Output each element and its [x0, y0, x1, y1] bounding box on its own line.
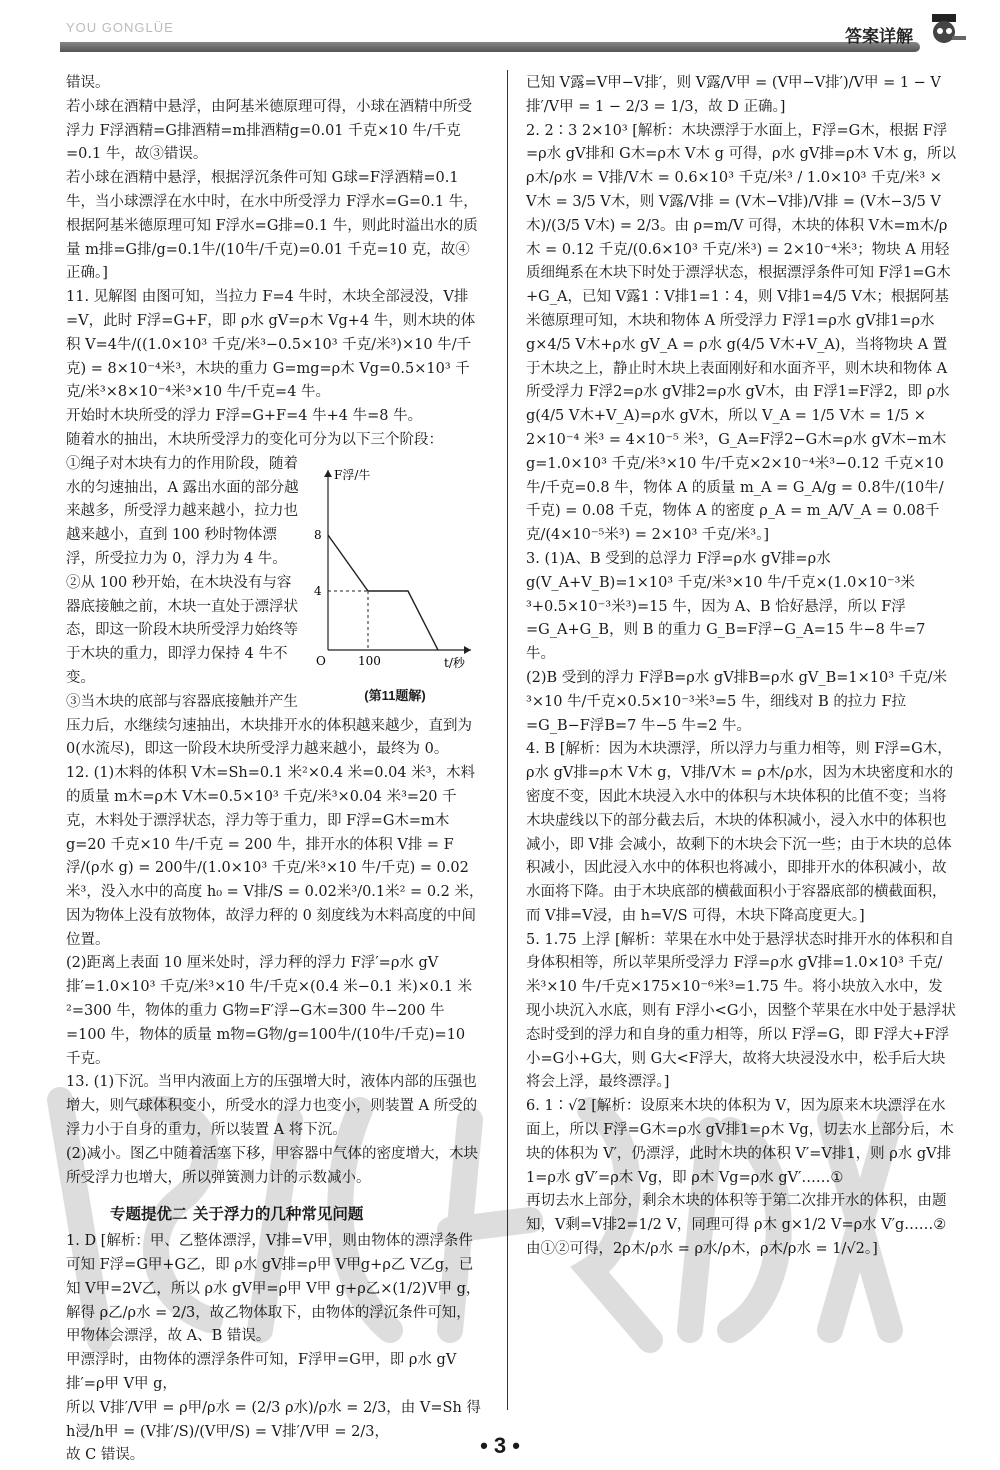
paragraph: 由①②可得，2ρ木/ρ水 = ρ水/ρ木，ρ木/ρ水 = 1/√2。]	[526, 1241, 878, 1258]
watermark-logo	[30, 1040, 930, 1380]
page-number: • 3 •	[480, 1433, 520, 1458]
paragraph: 再切去水上部分，剩余木块的体积等于第二次排开水的体积，由题知，V剩=V排2=1/2 V，同理可得 ρ木 g×1/2 V=ρ水 V′g……②	[526, 1193, 947, 1234]
problem-13: 13. (1)下沉。当甲内液面上方的压强增大时，液体内部的压强也增大，则气球体积变小，所受水的浮力也变小，则装置 A 所受的浮力小于自身的重力，所以装置 A 将下沉。	[66, 1074, 478, 1139]
header-bar	[60, 42, 920, 52]
buoyancy-line	[328, 535, 438, 650]
paragraph: ③当木块的底部与容器底接触并产生压力后，水继续匀速抽出，木块排开水的体积越来越少，直到为 0(水流尽)，即这一阶段木块所受浮力越来越小，最终为 0。	[66, 693, 472, 758]
problem-5: 5. 1.75 上浮 [解析：苹果在水中处于悬浮状态时排开水的体积和自身体积相等，所以苹果所受浮力 F浮=ρ水 gV排=1.0×10³ 千克/米³×10 牛/千克×175×10⁻⁶米³=1.75 牛。将小块放入水中，发现小块沉入水底，则有 F浮小<G小，因整个苹果在水中处于悬浮状态时受到的浮力和自身的重力相等，所以 F浮=G，即 F浮大+F浮小=G小+G大，则 G大<F浮大，故将大块浸没水中，松手后大块将会上浮，最终漂浮。]	[526, 931, 956, 1091]
paragraph: (2)减小。图乙中随着活塞下移，甲容器中气体的密度增大，木块所受浮力也增大，所以弹簧测力计的示数减小。	[66, 1145, 479, 1186]
page-header	[0, 0, 1000, 52]
paragraph: ①绳子对木块有力的作用阶段，随着水的匀速抽出，A 露出水面的部分越来越多，所受浮力越来越小，拉力也越来越小，直到 100 秒时物体漂浮，所受拉力为 0，浮力为 4 牛。	[66, 455, 299, 567]
paragraph: 若小球在酒精中悬浮，由阿基米德原理可得，小球在酒精中所受浮力 F浮酒精=G排酒精=m排酒精g=0.01 千克×10 牛/千克=0.1 牛，故③错误。	[66, 98, 472, 163]
problem-3: 3. (1)A、B 受到的总浮力 F浮=ρ水 gV排=ρ水 g(V_A+V_B)=1×10³ 千克/米³×10 牛/千克×(1.0×10⁻³米³+0.5×10⁻³米³)=15 牛，因为 A、B 恰好悬浮，所以 F浮=G_A+G_B，则 B 的重力 G_B=F浮−G_A=15 牛−8 牛=7 牛。	[526, 550, 926, 663]
figure-11	[306, 455, 484, 708]
figure-caption: (第11题解)	[364, 687, 426, 703]
header-title: 答案详解	[845, 27, 913, 46]
paragraph: 所以 V排′/V甲 = ρ甲/ρ水 = (2/3 ρ水)/ρ水 = 2/3，由 V=Sh 得 h浸/h甲 = (V排′/S)/(V甲/S) = V排′/V甲 = 2/3，	[66, 1399, 481, 1440]
paragraph: 随着水的抽出，木块所受浮力的变化可分为以下三个阶段：	[66, 431, 443, 448]
paragraph: 若小球在酒精中悬浮，根据浮沉条件可知 G球=F浮酒精=0.1 牛，当小球漂浮在水中时，在水中所受浮力 F浮水=G=0.1 牛，根据阿基米德原理可知 F浮水=G排=0.1 牛，则此时溢出水的质量 m排=G排/g=0.1牛/(10牛/千克)=0.01 千克=10 克，故④正确。]	[66, 170, 478, 282]
paragraph: (2)B 受到的浮力 F浮B=ρ水 gV排B=ρ水 gV_B=1×10³ 千克/米³×10 牛/千克×0.5×10⁻³米³=5 牛，细线对 B 的拉力 F拉=G_B−F浮B=7 牛−5 牛=2 牛。	[526, 669, 948, 734]
x-tick-origin: O	[316, 653, 326, 668]
paragraph: (2)距离上表面 10 厘米处时，浮力秤的浮力 F浮′=ρ水 gV排′=1.0×10³ 千克/米³×10 牛/千克×(0.4 米−0.1 米)×0.1 米²=300 牛，物体的重力 G物=F′浮−G木=300 牛−200 牛=100 牛，物体的质量 m物=G物/g=100牛/(10牛/千克)=10 千克。	[66, 955, 473, 1067]
paragraph: 故 C 错误。	[66, 1447, 145, 1464]
problem-1: 1. D [解析：甲、乙整体漂浮，V排=V甲，则由物体的漂浮条件可知 F浮=G甲+G乙，即 ρ水 gV排=ρ甲 V甲g+ρ乙 V乙g，已知 V甲=2V乙，所以 ρ水 gV甲=ρ甲 V甲 g+ρ乙×(1/2)V甲 g，解得 ρ乙/ρ水 = 2/3，故乙物体取下，由物体的浮沉条件可知，甲物体会漂浮，故 A、B 错误。	[66, 1233, 481, 1345]
x-axis-label: t/秒	[444, 655, 465, 670]
paragraph: 甲漂浮时，由物体的漂浮条件可知，F浮甲=G甲，即 ρ水 gV排′=ρ甲 V甲 g，	[66, 1352, 457, 1393]
paragraph: ②从 100 秒开始，在木块没有与容器底接触之前，木块一直处于漂浮状态，即这一阶段木块所受浮力始终等于木块的重力，即浮力保持 4 牛不变。	[66, 574, 298, 686]
y-tick-8: 8	[314, 527, 322, 542]
brand-text: YOU GONGLÜE	[66, 20, 174, 35]
y-tick-4: 4	[314, 583, 322, 598]
y-axis-label: F浮/牛	[334, 467, 371, 482]
problem-6: 6. 1∶√2 [解析：设原来木块的体积为 V，因为原来木块漂浮在水面上，所以 F浮=G木=ρ水 gV排1=ρ木 Vg，切去水上部分后，木块的体积为 V′，仍漂浮，此时木块的体积 V′=V排1，则 ρ水 gV排1=ρ水 gV′=ρ木 Vg，即 ρ木 Vg=ρ水 gV′……①	[526, 1098, 954, 1186]
problem-11: 11. 见解图 由图可知，当拉力 F=4 牛时，木块全部浸没，V排=V，此时 F浮=G+F，即 ρ水 gV=ρ木 Vg+4 牛，则木块的体积 V=4牛/((1.0×10³ 千克/米³−0.5×10³ 千克/米³)×10 牛/千克) = 8×10⁻⁴米³，木块的重力 G=mg=ρ木 Vg=0.5×10³ 千克/米³×8×10⁻⁴米³×10 牛/千克=4 牛。	[66, 289, 476, 401]
buoyancy-graph	[306, 455, 484, 675]
x-tick-100: 100	[358, 653, 381, 668]
problem-2: 2. 2∶3 2×10³ [解析：木块漂浮于水面上，F浮=G木，根据 F浮=ρ水 gV排和 G木=ρ木 V木 g 可得，ρ水 gV排=ρ木 V木 g，所以 ρ木/ρ水 = V排/V木 = 0.6×10³ 千克/米³ / 1.0×10³ 千克/米³ × V木 = 3/5 V木，则 V露/V排 = (V木−V排)/V排 = (V木−3/5 V木)/(3/5 V木) = 2/3。由 ρ=m/V 可得，木块的体积 V木=m木/ρ木 = 0.12 千克/(0.6×10³ 千克/米³) = 2×10⁻⁴米³；物块 A 用轻质细绳系在木块下时处于漂浮状态，根据漂浮条件可知 F浮1=G木+G_A，已知 V露1∶V排1=1∶4，则 V排1=4/5 V木；根据阿基米德原理可知，木块和物体 A 所受浮力 F浮1=ρ水 gV排1=ρ水 g×4/5 V木+ρ水 gV_A = ρ水 g(4/5 V木+V_A)，当将物块 A 置于木块之上，静止时木块上表面刚好和水面齐平，则木块和物体 A 所受浮力 F浮2=ρ水 gV排2=ρ水 gV木，由 F浮1=F浮2，即 ρ水 g(4/5 V木+V_A)=ρ水 gV木，所以 V_A = 1/5 V木 = 1/5 × 2×10⁻⁴ 米³ = 4×10⁻⁵ 米³，G_A=F浮2−G木=ρ水 gV木−m木 g=1.0×10³ 千克/米³×10 牛/千克×2×10⁻⁴米³−0.12 千克×10 牛/千克=0.8 牛，物体 A 的质量 m_A = G_A/g = 0.8牛/(10牛/千克) = 0.08 千克，物体 A 的密度 ρ_A = m_A/V_A = 0.08千克/(4×10⁻⁵米³) = 2×10³ 千克/米³。]	[526, 122, 957, 544]
section-title: 专题提优二 关于浮力的几种常见问题	[110, 1204, 364, 1224]
paragraph: 已知 V露=V甲−V排′，则 V露/V甲 = (V甲−V排′)/V甲 = 1 − V排′/V甲 = 1 − 2/3 = 1/3，故 D 正确。]	[526, 75, 941, 115]
paragraph: 错误。	[66, 75, 110, 91]
paragraph: 开始时木块所受的浮力 F浮=G+F=4 牛+4 牛=8 牛。	[66, 408, 423, 425]
problem-4: 4. B [解析：因为木块漂浮，所以浮力与重力相等，则 F浮=G木，ρ水 gV排=ρ木 V木 g，V排/V木 = ρ木/ρ水，因为木块密度和水的密度不变，因此木块浸入水中的体积与木块体积的比值不变；当将木块虚线以下的部分截去后，木块的体积减小，浸入水中的体积也减小，即 V排 会减小，故剩下的木块会下沉一些；由于木块的总体积减小，因此浸入水中的体积也将减小，即排开水的体积减小，故水面将下降。由于木块底部的横截面积小于容器底部的横截面积，而 V排=V浸，由 h=V/S 可得，木块下降高度更大。]	[526, 741, 954, 924]
mascot-icon	[922, 12, 968, 52]
problem-12: 12. (1)木料的体积 V木=Sh=0.1 米²×0.4 米=0.04 米³，木料的质量 m木=ρ木 V木=0.5×10³ 千克/米³×0.04 米³=20 千克，木料处于漂浮状态，浮力等于重力，即 F浮=G木=m木 g=20 千克×10 牛/千克 = 200 牛，排开水的体积 V排 = F浮/(ρ水 g) = 200牛/(1.0×10³ 千克/米³×10 牛/千克) = 0.02 米³，没入水中的高度 h₀ = V排/S = 0.02米³/0.1米² = 0.2 米，因为物体上没有放物体，故浮力秤的 0 刻度线为木料高度的中间位置。	[66, 765, 484, 948]
